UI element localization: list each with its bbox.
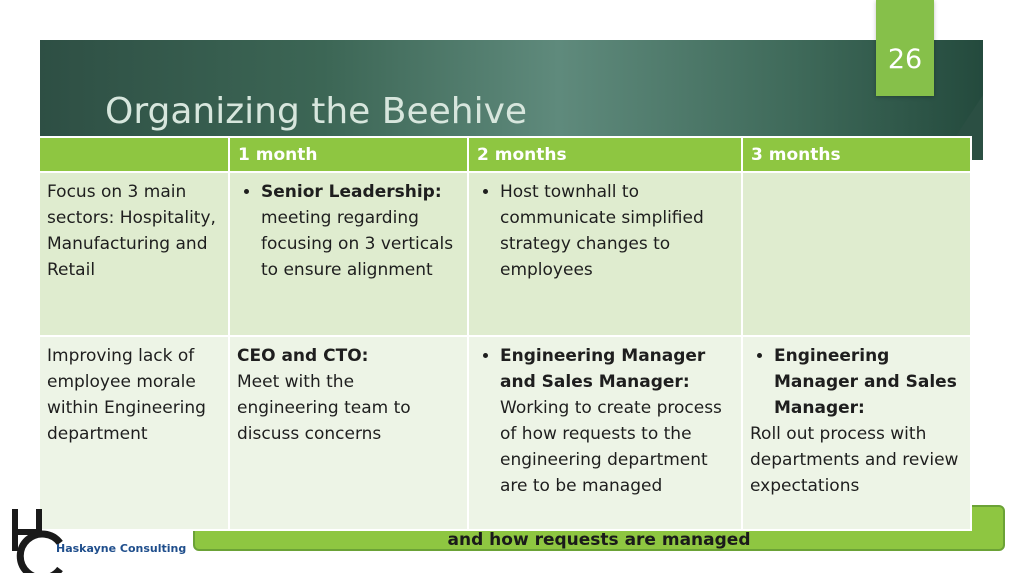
cell-2-months [468,172,742,336]
bold-lead: Senior Leadership: [261,182,442,202]
row-topic-text: Focus on 3 main sectors: Hospitality, Manufacturing and Retail [47,182,216,280]
bullet-item [500,179,734,283]
cell-3-months [742,336,971,530]
slide-title: Organizing the Beehive [105,91,528,132]
header-2-months: 2 months [468,137,742,172]
bullet-list [476,179,734,283]
table-row [39,172,971,336]
cell-text: Working to create process of how requests to the engineering department are to be managed [500,398,722,496]
row-topic [39,336,229,530]
row-topic [39,172,229,336]
table-header-row [39,137,971,172]
bold-lead: • Engineering Manager and Sales Manager: [500,346,706,392]
bold-lead: CEO and CTO: [237,346,369,366]
header-empty [39,137,229,172]
header-1-month: 1 month [229,137,468,172]
slide-number: 26 [887,44,923,75]
bullet-list [237,179,460,283]
bold-lead: Engineering Manager and Sales Manager: [774,346,957,418]
cell-3-months [742,172,971,336]
cell-text: Meet with the engineering team to discuss concerns [237,372,411,444]
bullet-list [476,343,734,499]
row-topic-text: Improving lack of employee morale within Engineering department [47,346,206,444]
cell-text: meeting regarding focusing on 3 verticals to ensure alignment [261,208,454,280]
bottom-banner-text: and how requests are managed [447,530,751,550]
header-3-months: 3 months [742,137,971,172]
bullet-item [500,343,734,499]
bullet-list [750,343,963,421]
cell-1-month [229,172,468,336]
slide-number-box [876,0,934,96]
bullet-item [261,179,460,283]
cell-2-months [468,336,742,530]
haskayne-logo-icon [10,507,64,573]
cell-1-month [229,336,468,530]
bullet-item [774,343,963,421]
cell-text: Roll out process with departments and review expectations [750,424,959,496]
company-name: Haskayne Consulting [56,542,187,555]
action-plan-table [38,136,972,531]
table-row [39,336,971,530]
cell-text: Host townhall to communicate simplified strategy changes to employees [500,182,704,280]
